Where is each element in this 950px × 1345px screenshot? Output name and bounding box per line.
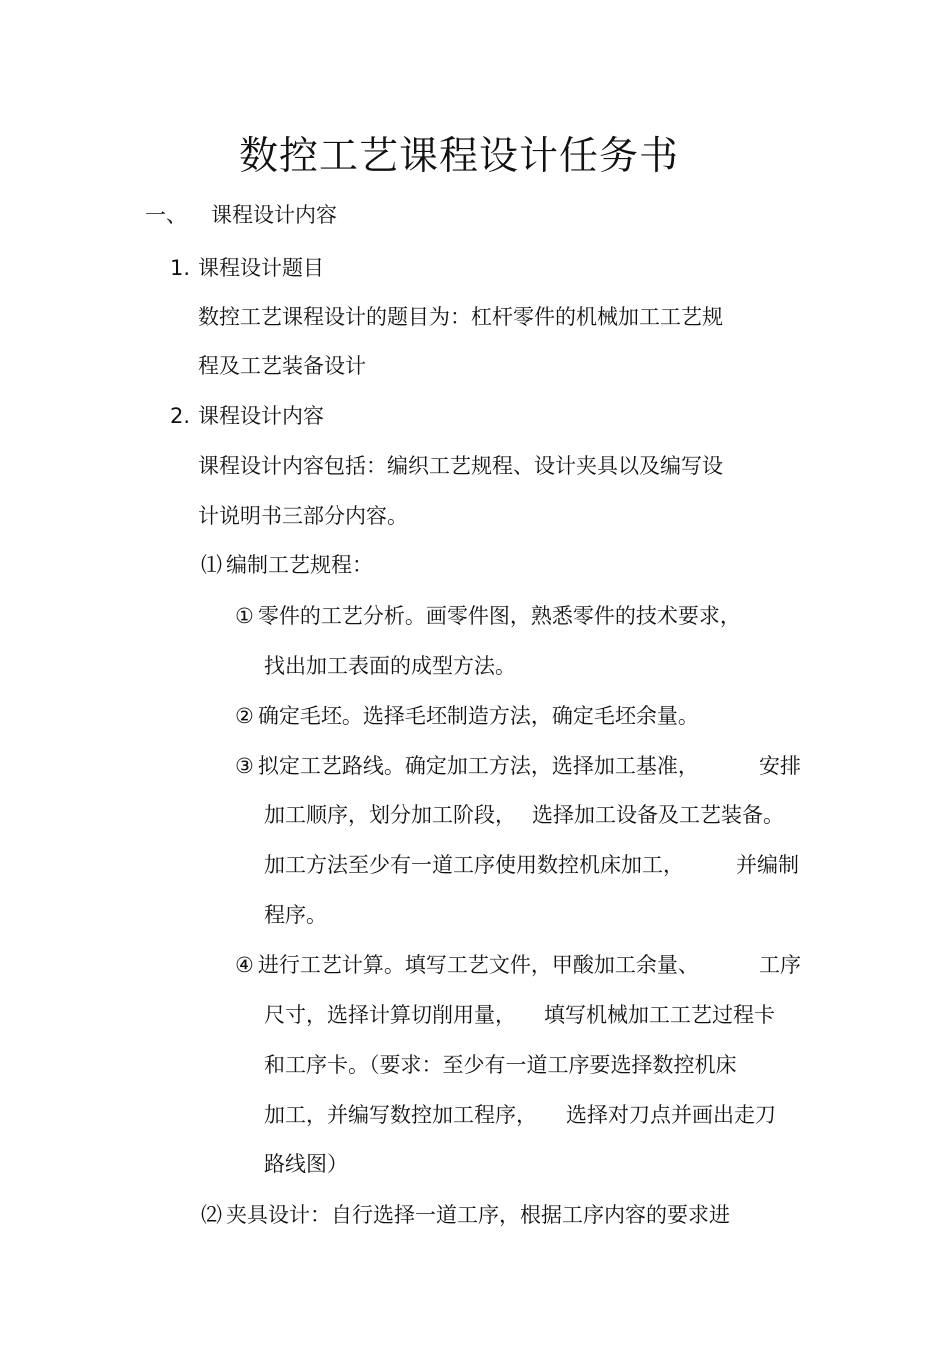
- item-heading: [170, 401, 324, 431]
- page-title: 数控工艺课程设计任务书: [238, 134, 679, 179]
- step-text: 进行工艺计算。填写工艺文件，甲酸加工余量、: [257, 953, 699, 977]
- numbered-step: [235, 701, 699, 731]
- subsection-text: 夹具设计：自行选择一道工序，根据工序内容的要求进: [226, 1203, 730, 1227]
- paragraph-line: 数控工艺课程设计的题目为：杠杆零件的机械加工工艺规: [198, 305, 723, 329]
- item-heading-text: 课程设计内容: [198, 404, 325, 428]
- step-marker: ①: [235, 604, 254, 628]
- step-continuation: 选择加工设备及工艺装备。: [532, 803, 784, 827]
- section-marker: 一、: [145, 203, 187, 227]
- step-continuation: 找出加工表面的成型方法。: [264, 654, 516, 678]
- step-continuation: 加工，并编写数控加工程序，: [264, 1103, 537, 1127]
- item-marker: 1.: [170, 256, 191, 280]
- subsection-heading: [201, 1200, 730, 1230]
- step-text-end: 并编制: [736, 853, 799, 877]
- step-marker: ③: [235, 754, 254, 778]
- numbered-step: [235, 950, 699, 980]
- subsection-marker: ⑵: [201, 1203, 222, 1227]
- step-continuation: 和工序卡。（要求：至少有一道工序要选择数控机床: [264, 1053, 737, 1077]
- numbered-step: [235, 601, 741, 631]
- item-marker: 2.: [170, 404, 191, 428]
- step-text: 拟定工艺路线。确定加工方法，选择加工基准，: [257, 754, 699, 778]
- step-text: 确定毛坯。选择毛坯制造方法，确定毛坯余量。: [257, 704, 699, 728]
- step-continuation: 尺寸，选择计算切削用量，: [264, 1003, 516, 1027]
- subsection-marker: ⑴: [201, 553, 222, 577]
- step-text: 零件的工艺分析。画零件图，熟悉零件的技术要求，: [257, 604, 741, 628]
- section-heading-text: 课程设计内容: [211, 203, 337, 227]
- item-heading-text: 课程设计题目: [198, 256, 325, 280]
- subsection-heading: [201, 550, 373, 580]
- step-continuation: 选择对刀点并画出走刀: [566, 1103, 776, 1127]
- step-marker: ②: [235, 704, 254, 728]
- step-continuation: 加工顺序，划分加工阶段，: [264, 803, 516, 827]
- paragraph-line: 计说明书三部分内容。: [198, 504, 408, 528]
- step-text-end: 工序: [759, 953, 801, 977]
- paragraph-line: 程及工艺装备设计: [198, 354, 366, 378]
- subsection-heading-text: 编制工艺规程：: [226, 553, 373, 577]
- step-continuation: 填写机械加工工艺过程卡: [544, 1003, 775, 1027]
- section-heading: [145, 200, 337, 230]
- item-heading: [170, 253, 324, 283]
- numbered-step: [235, 751, 699, 781]
- step-continuation: 路线图）: [264, 1152, 348, 1176]
- step-continuation: 程序。: [264, 903, 327, 927]
- paragraph-line: 课程设计内容包括：编织工艺规程、设计夹具以及编写设: [198, 454, 723, 478]
- step-text-end: 安排: [759, 754, 801, 778]
- step-continuation: 加工方法至少有一道工序使用数控机床加工，: [264, 853, 684, 877]
- step-marker: ④: [235, 953, 254, 977]
